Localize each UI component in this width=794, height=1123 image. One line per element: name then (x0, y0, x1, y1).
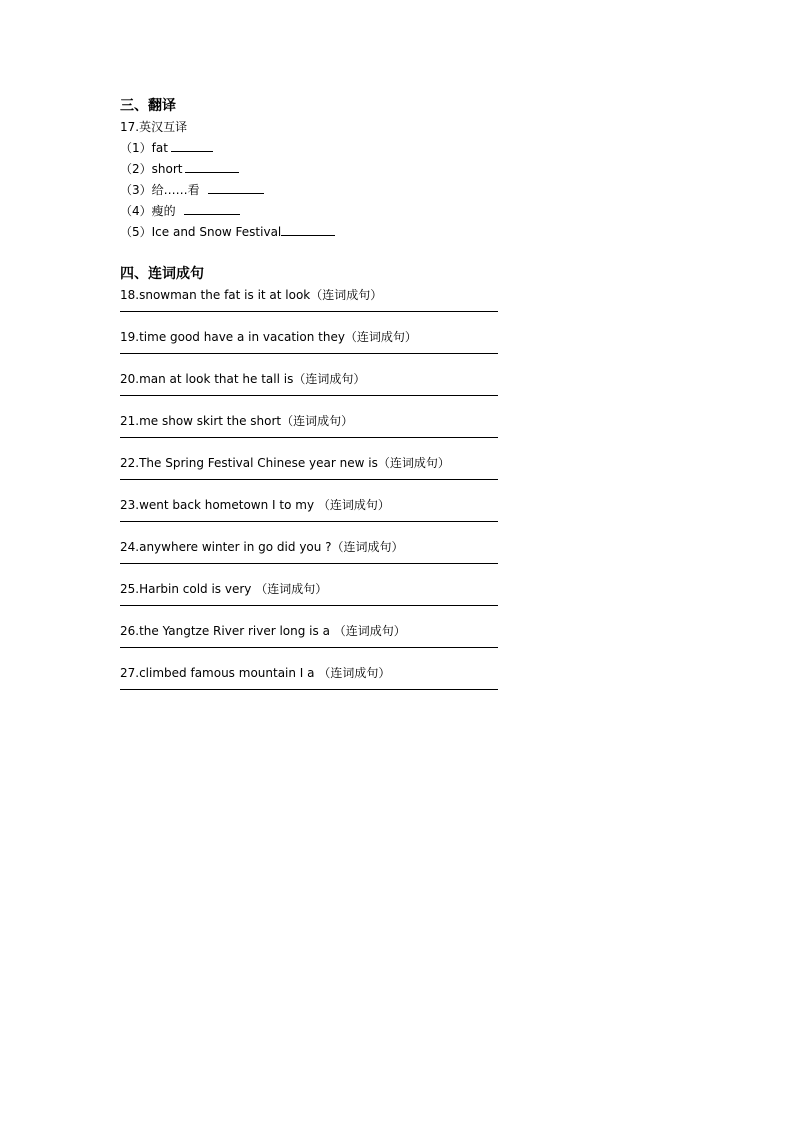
answer-rule (120, 605, 498, 606)
sentence-question: 20.man at look that he tall is（连词成句） (120, 372, 366, 386)
sentence-question: 22.The Spring Festival Chinese year new is（连词成句） (120, 456, 450, 470)
answer-rule (120, 647, 498, 648)
answer-rule (120, 689, 498, 690)
translation-item-text: （4）瘦的 (120, 204, 176, 218)
sentence-question: 19.time good have a in vacation they（连词成句） (120, 330, 417, 344)
answer-blank[interactable] (185, 160, 239, 173)
answer-line[interactable] (120, 516, 520, 537)
answer-rule (120, 479, 498, 480)
translation-item (120, 222, 520, 243)
sentence-question: 23.went back hometown I to my （连词成句） (120, 498, 390, 512)
worksheet-content (120, 96, 520, 705)
sentence-question: 27.climbed famous mountain I a （连词成句） (120, 666, 391, 680)
answer-line[interactable] (120, 390, 520, 411)
section-four-title: 四、连词成句 (120, 266, 204, 282)
sentence-question: 21.me show skirt the short（连词成句） (120, 414, 354, 428)
answer-rule (120, 353, 498, 354)
translation-item (120, 159, 520, 180)
answer-line[interactable] (120, 558, 520, 579)
section-gap (120, 243, 520, 264)
answer-blank[interactable] (171, 139, 213, 152)
answer-rule (120, 521, 498, 522)
translation-item-text: （1）fat (120, 141, 168, 155)
translation-item (120, 180, 520, 201)
answer-blank[interactable] (208, 181, 264, 194)
answer-rule (120, 437, 498, 438)
answer-rule (120, 563, 498, 564)
answer-line[interactable] (120, 642, 520, 663)
translation-item-text: （5）Ice and Snow Festival (120, 225, 282, 239)
sentence-question: 26.the Yangtze River river long is a （连词成句） (120, 624, 406, 638)
translation-item-text: （2）short (120, 162, 183, 176)
answer-blank[interactable] (184, 202, 240, 215)
answer-line[interactable] (120, 348, 520, 369)
translation-item (120, 138, 520, 159)
translation-item-text: （3）给……看 (120, 183, 200, 197)
answer-line[interactable] (120, 306, 520, 327)
answer-blank[interactable] (281, 223, 335, 236)
sentence-question: 25.Harbin cold is very （连词成句） (120, 582, 328, 596)
section-three-title: 三、翻译 (120, 98, 176, 114)
sentence-question: 24.anywhere winter in go did you ?（连词成句） (120, 540, 404, 554)
answer-rule (120, 395, 498, 396)
sentence-question: 18.snowman the fat is it at look（连词成句） (120, 288, 383, 302)
translation-item (120, 201, 520, 222)
answer-line[interactable] (120, 432, 520, 453)
answer-line[interactable] (120, 684, 520, 705)
answer-rule (120, 311, 498, 312)
answer-line[interactable] (120, 474, 520, 495)
answer-line[interactable] (120, 600, 520, 621)
translation-prompt: 17.英汉互译 (120, 120, 188, 134)
